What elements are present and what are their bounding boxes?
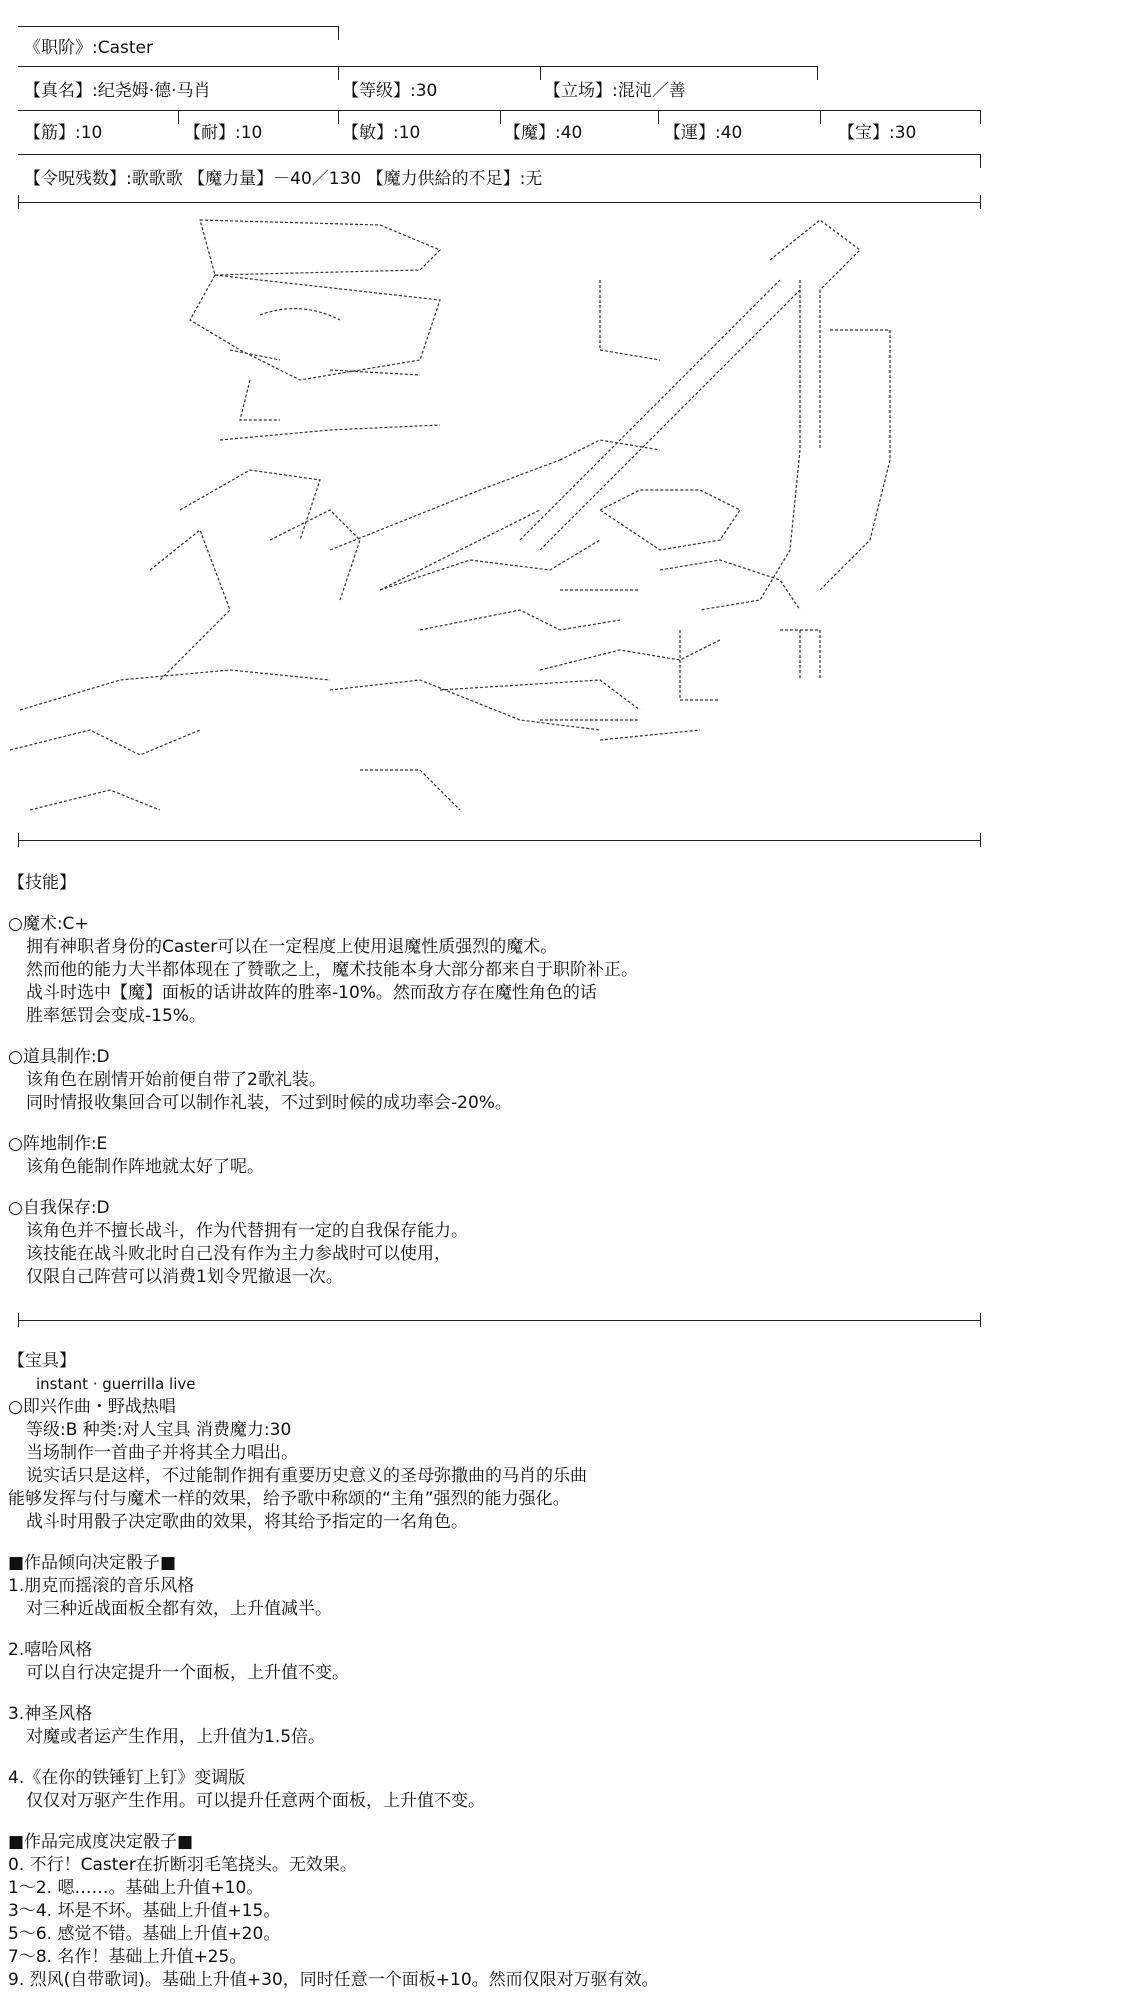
true-name-cell: 【真名】:纪尧姆·德·马肖	[24, 81, 211, 101]
rule-tick	[980, 195, 981, 209]
stat-agi: 【敏】:10	[342, 123, 421, 143]
dice1-head: 4.《在你的铁锤钉上钉》变调版	[8, 1768, 246, 1788]
rule-tick	[18, 195, 19, 209]
skill-item-construction	[8, 1046, 638, 1115]
dice1-head: 1.朋克而摇滚的音乐风格	[8, 1576, 195, 1596]
skill-desc: 然而他的能力大半都体现在了赞歌之上，魔术技能本身大部分都来自于职阶补正。	[26, 960, 638, 980]
skills-section	[8, 872, 638, 1289]
rule-tick	[980, 154, 981, 168]
rule-tick	[18, 833, 19, 847]
rule	[18, 26, 338, 27]
stat-str: 【筋】:10	[24, 123, 103, 143]
skill-magecraft	[8, 913, 638, 1028]
skill-desc: 该技能在战斗败北时自己没有作为主力参战时可以使用，	[26, 1244, 451, 1264]
np-desc: 战斗时用骰子决定歌曲的效果，将其给予指定的一名角色。	[26, 1512, 468, 1532]
rule-tick	[980, 1313, 981, 1327]
skill-name: ○自我保存:D	[8, 1198, 110, 1218]
skill-name: ○阵地制作:E	[8, 1134, 108, 1154]
rule	[18, 202, 980, 203]
dice1-body: 对魔或者运产生作用，上升值为1.5倍。	[26, 1727, 326, 1747]
dice1-head: 3.神圣风格	[8, 1704, 93, 1724]
np-ruby: instant · guerrilla live	[36, 1375, 196, 1393]
dice2-entry: 1～2. 嗯……。基础上升值+10。	[8, 1878, 264, 1898]
np-desc: 说实话只是这样，不过能制作拥有重要历史意义的圣母弥撒曲的马肖的乐曲	[26, 1466, 587, 1486]
rule-tick	[658, 110, 659, 124]
rule-tick	[817, 66, 818, 80]
dice1-body: 仅仅对万驱产生作用。可以提升任意两个面板，上升值不变。	[26, 1791, 485, 1811]
skill-desc: 同时情报收集回合可以制作礼装，不过到时候的成功率会-20%。	[26, 1093, 512, 1113]
skill-name: ○道具制作:D	[8, 1047, 110, 1067]
class-cell: 《职阶》:Caster	[24, 38, 153, 58]
level-cell: 【等级】:30	[342, 81, 438, 101]
rule	[18, 1320, 980, 1321]
stat-np: 【宝】:30	[838, 123, 917, 143]
rule-tick	[338, 26, 339, 40]
character-ascii-art	[0, 210, 1125, 830]
skill-desc: 战斗时选中【魔】面板的话讲故阵的胜率-10%。然而敌方存在魔性角色的话	[26, 983, 597, 1003]
rule-tick	[500, 110, 501, 124]
skill-desc: 胜率惩罚会变成-15%。	[26, 1006, 206, 1026]
skill-desc: 仅限自己阵营可以消费1划令咒撤退一次。	[26, 1267, 343, 1287]
dice2-entry: 0. 不行！Caster在折断羽毛笔挠头。无效果。	[8, 1855, 357, 1875]
skill-desc: 该角色并不擅长战斗，作为代替拥有一定的自我保存能力。	[26, 1221, 468, 1241]
np-desc: 等级:B 种类:对人宝具 消费魔力:30	[26, 1420, 292, 1440]
rule-tick	[338, 66, 339, 80]
dice1-body: 可以自行决定提升一个面板，上升值不变。	[26, 1663, 349, 1683]
rule-tick	[980, 833, 981, 847]
dice2-entry: 7～8. 名作！基础上升值+25。	[8, 1947, 247, 1967]
dice1-head: 2.嘻哈风格	[8, 1640, 93, 1660]
rule-tick	[980, 110, 981, 124]
noble-phantasm-section	[8, 1350, 659, 1992]
skill-desc: 拥有神职者身份的Caster可以在一定程度上使用退魔性质强烈的魔术。	[26, 937, 558, 957]
np-desc: 能够发挥与付与魔术一样的效果，给予歌中称颂的“主角”强烈的能力强化。	[8, 1489, 570, 1509]
dice2-entry: 3～4. 坏是不坏。基础上升值+15。	[8, 1901, 281, 1921]
np-name: ○即兴作曲・野战热唱	[8, 1397, 176, 1417]
skill-name: ○魔术:C+	[8, 914, 89, 934]
alignment-cell: 【立场】:混沌／善	[544, 81, 686, 101]
command-seal-status: 【令呪残数】:歌歌歌 【魔力量】－40／130 【魔力供給的不足】:无	[24, 169, 543, 189]
np-heading: 【宝具】	[8, 1351, 76, 1371]
skill-desc: 该角色能制作阵地就太好了呢。	[26, 1157, 264, 1177]
dice1-body: 对三种近战面板全都有效，上升值减半。	[26, 1599, 332, 1619]
dice2-entry: 5～6. 感觉不错。基础上升值+20。	[8, 1924, 281, 1944]
rule-tick	[18, 1313, 19, 1327]
skill-desc: 该角色在剧情开始前便自带了2歌礼装。	[26, 1070, 326, 1090]
np-desc: 当场制作一首曲子并将其全力唱出。	[26, 1443, 298, 1463]
rule	[18, 840, 980, 841]
skill-self-preservation	[8, 1197, 638, 1289]
dice2-heading: ■作品完成度决定骰子■	[8, 1832, 194, 1852]
rule-tick	[338, 110, 339, 124]
rule-tick	[820, 110, 821, 124]
dice2-entry: 9. 烈风(自带歌词)。基础上升值+30，同时任意一个面板+10。然而仅限对万驱有效。	[8, 1970, 659, 1990]
rule	[18, 66, 818, 67]
stat-luck: 【運】:40	[664, 123, 743, 143]
skills-heading: 【技能】	[8, 873, 76, 893]
rule-tick	[540, 66, 541, 80]
dice1-heading: ■作品倾向决定骰子■	[8, 1553, 177, 1573]
rule	[18, 154, 980, 155]
rule-tick	[178, 110, 179, 124]
stat-end: 【耐】:10	[184, 123, 263, 143]
skill-territory	[8, 1133, 638, 1179]
rule	[18, 110, 980, 111]
stat-mag: 【魔】:40	[504, 123, 583, 143]
